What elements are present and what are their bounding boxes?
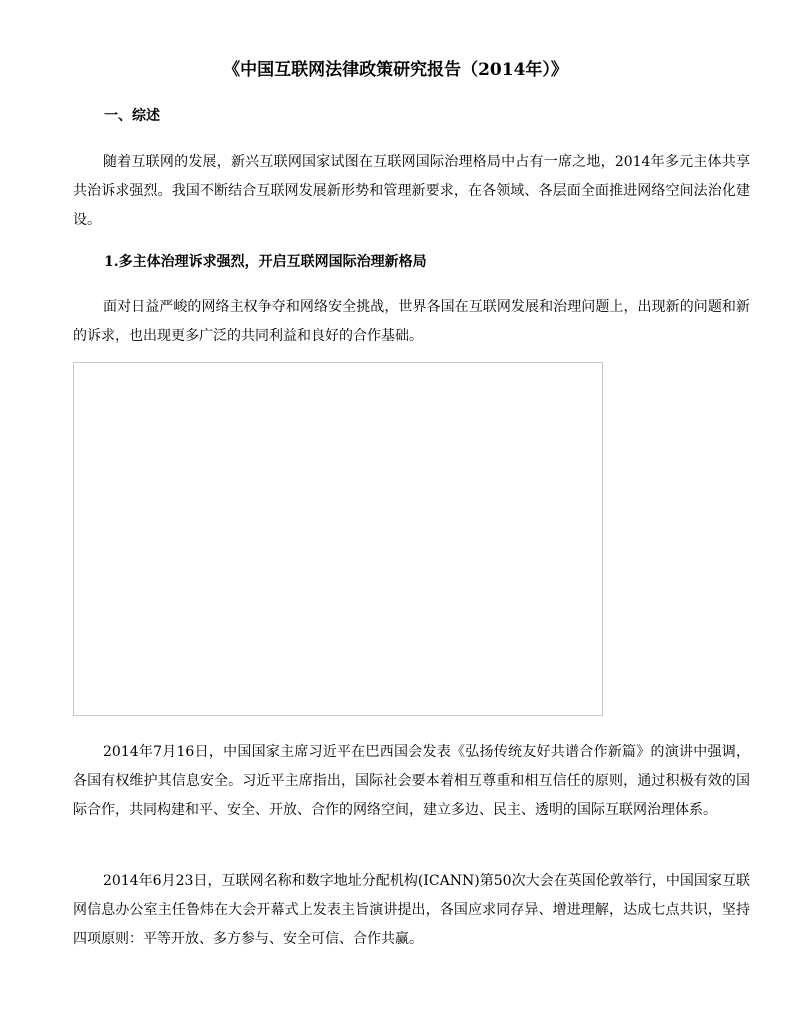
paragraph-brazil-speech: 2014年7月16日，中国国家主席习近平在巴西国会发表《弘扬传统友好共谱合作新篇》的演讲中强调，各国有权维护其信息安全。习近平主席指出，国际社会要本着相互尊重和相互信任的原则，通过积极有效的国际合作，共同构建和平、安全、开放、合作的网络空间，建立多边、民主、透明的国际互联网治理体系。 <box>73 744 750 818</box>
paragraph-overview: 随着互联网的发展，新兴互联网国家试图在互联网国际治理格局中占有一席之地，2014年多元主体共享共治诉求强烈。我国不断结合互联网发展新形势和管理新要求，在各领域、各层面全面推进网络空间法治化建设。 <box>73 154 750 228</box>
paragraph-challenges: 面对日益严峻的网络主权争夺和网络安全挑战，世界各国在互联网发展和治理问题上，出现新的问题和新的诉求，也出现更多广泛的共同利益和良好的合作基础。 <box>73 299 750 344</box>
paragraph-icann-meeting: 2014年6月23日，互联网名称和数字地址分配机构(ICANN)第50次大会在英国伦敦举行，中国国家互联网信息办公室主任鲁炜在大会开幕式上发表主旨演讲提出，各国应求同存异、增进理解，达成七点共识，坚持四项原则：平等开放、多方参与、安全可信、合作共赢。 <box>73 873 750 947</box>
image-placeholder <box>73 362 603 716</box>
section-heading: 一、综述 <box>104 108 160 124</box>
document-title: 《中国互联网法律政策研究报告（2014年）》 <box>223 60 568 80</box>
subsection-heading: 1.多主体治理诉求强烈，开启互联网国际治理新格局 <box>104 254 427 270</box>
